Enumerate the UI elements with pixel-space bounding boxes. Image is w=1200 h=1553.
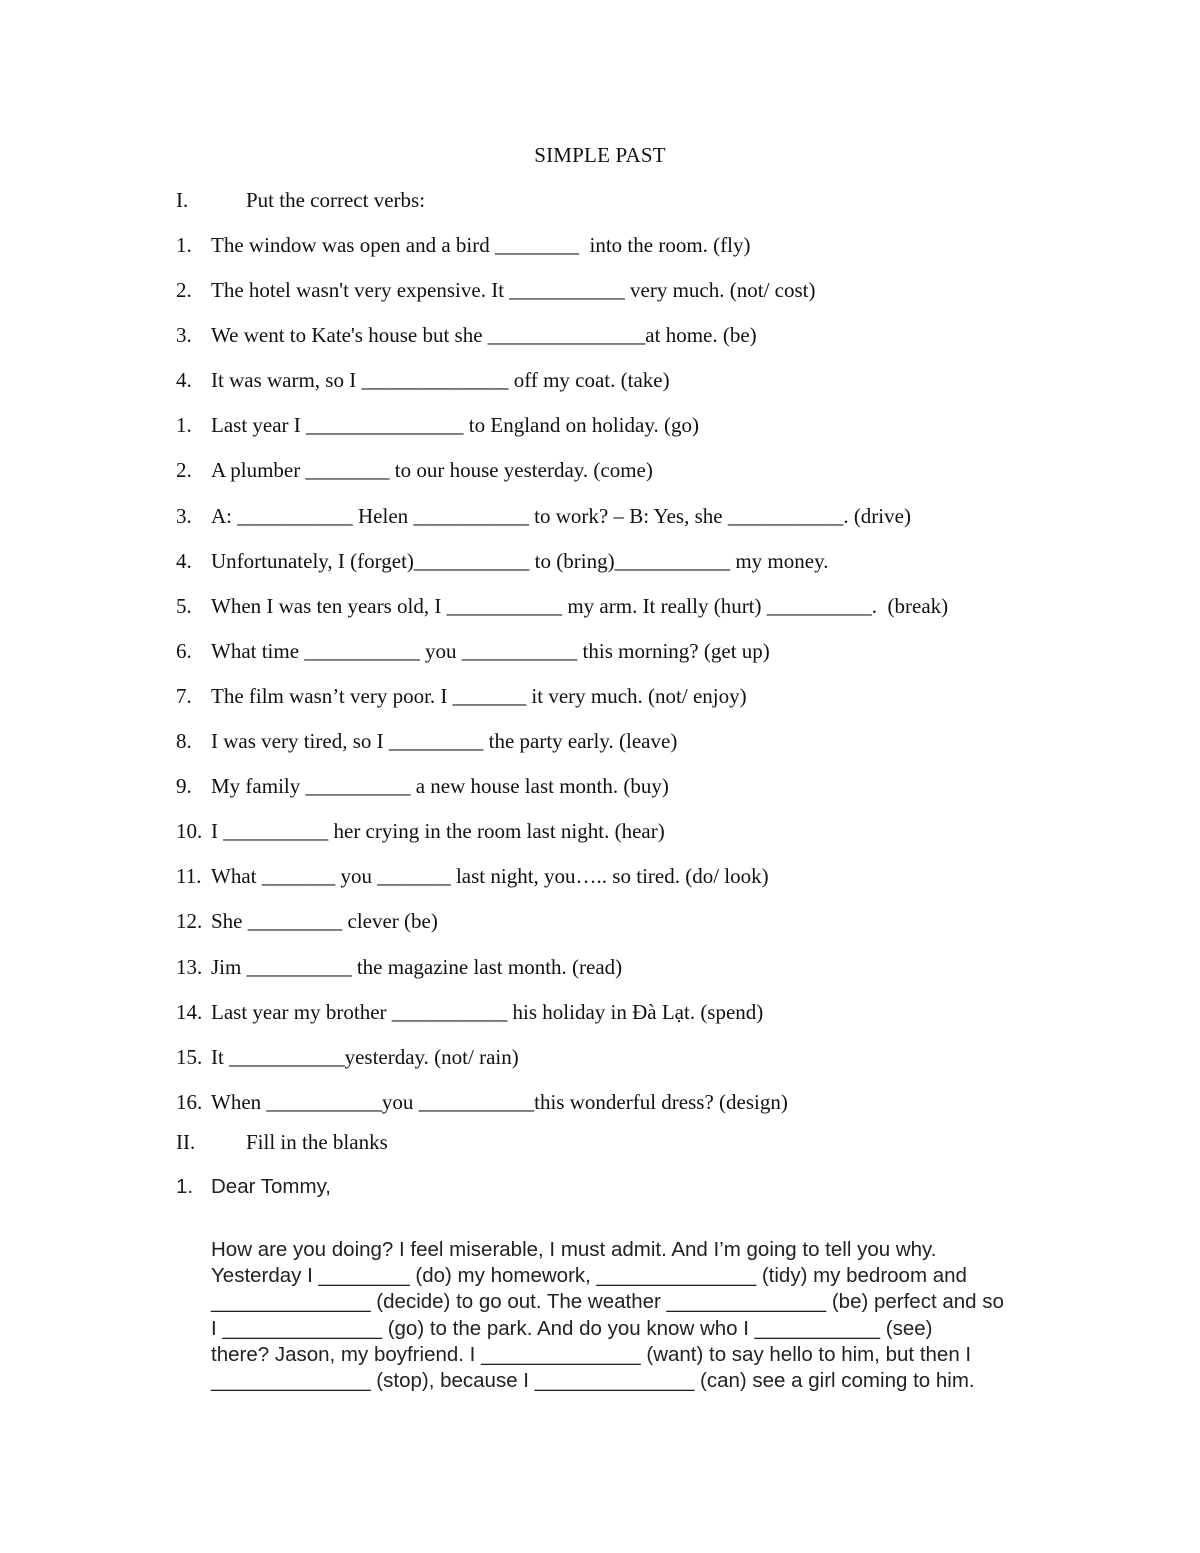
item-text: My family __________ a new house last month. (buy) — [211, 774, 669, 799]
letter-greeting: Dear Tommy, — [211, 1175, 331, 1198]
exercise-item — [176, 278, 948, 323]
item-number: 16. — [176, 1089, 203, 1114]
letter-line: ______________ (decide) to go out. The weather ______________ (be) perfect and so — [211, 1290, 1004, 1314]
letter-line: Yesterday I ________ (do) my homework, ______________ (tidy) my bedroom and — [211, 1264, 967, 1288]
letter-greeting-row — [176, 1175, 1076, 1199]
exercise-item — [176, 458, 948, 503]
item-text: The film wasn’t very poor. I _______ it very much. (not/ enjoy) — [211, 683, 747, 708]
exercise-item — [176, 504, 948, 549]
item-text: When I was ten years old, I ___________ my arm. It really (hurt) __________. (break) — [211, 593, 949, 618]
letter-exercise — [176, 1175, 1076, 1393]
letter-body — [211, 1237, 1071, 1394]
item-text: Last year my brother ___________ his holiday in Đà Lạt. (spend) — [211, 999, 764, 1024]
section-2-title: Fill in the blanks — [246, 1130, 388, 1154]
exercise-item — [176, 323, 948, 368]
item-text: A plumber ________ to our house yesterday. (come) — [211, 458, 653, 483]
exercise-item — [176, 909, 948, 954]
item-text: We went to Kate's house but she _______________at home. (be) — [211, 323, 757, 348]
exercise-item — [176, 233, 948, 278]
item-number: 1. — [176, 233, 192, 257]
section-2-roman: II. — [176, 1130, 196, 1154]
item-number: 13. — [176, 954, 203, 979]
item-text: Unfortunately, I (forget)___________ to (bring)___________ my money. — [211, 548, 829, 573]
letter-line: there? Jason, my boyfriend. I ______________ (want) to say hello to him, but then I — [211, 1342, 972, 1366]
item-number: 8. — [176, 729, 192, 754]
item-text: It was warm, so I ______________ off my coat. (take) — [211, 368, 670, 393]
section-1-roman: I. — [176, 188, 189, 212]
item-number: 15. — [176, 1044, 203, 1069]
page-title: SIMPLE PAST — [534, 143, 666, 167]
exercise-item — [176, 955, 948, 1000]
item-number: 4. — [176, 548, 192, 573]
item-text: The window was open and a bird ________ into the room. (fly) — [211, 233, 751, 257]
exercise-item — [176, 368, 948, 413]
item-text: I was very tired, so I _________ the party early. (leave) — [211, 729, 678, 754]
item-number: 11. — [176, 864, 202, 889]
section-1-heading — [176, 188, 425, 213]
letter-line: I ______________ (go) to the park. And do you know who I ___________ (see) — [211, 1316, 933, 1340]
exercise-item — [176, 549, 948, 594]
exercise-item — [176, 729, 948, 774]
exercise-item — [176, 639, 948, 684]
exercise-item — [176, 1000, 948, 1045]
item-number: 7. — [176, 683, 192, 708]
item-number: 1. — [176, 413, 192, 438]
item-text: The hotel wasn't very expensive. It ___________ very much. (not/ cost) — [211, 278, 816, 303]
exercise-item — [176, 774, 948, 819]
item-text: It ___________yesterday. (not/ rain) — [211, 1044, 519, 1069]
exercise-item — [176, 684, 948, 729]
letter-number: 1. — [176, 1175, 194, 1198]
section-2-heading — [176, 1130, 388, 1155]
item-number: 2. — [176, 458, 192, 483]
exercise-list — [176, 233, 948, 1135]
section-1-title: Put the correct verbs: — [246, 188, 426, 212]
item-text: Jim __________ the magazine last month. (read) — [211, 954, 623, 979]
exercise-item — [176, 594, 948, 639]
item-text: What time ___________ you ___________ this morning? (get up) — [211, 638, 770, 663]
letter-line: How are you doing? I feel miserable, I must admit. And I’m going to tell you why. — [211, 1238, 937, 1261]
exercise-item — [176, 413, 948, 458]
exercise-item — [176, 1090, 948, 1135]
item-text: She _________ clever (be) — [211, 909, 438, 934]
item-text: What _______ you _______ last night, you….. so tired. (do/ look) — [211, 864, 769, 889]
letter-line: ______________ (stop), because I ______________ (can) see a girl coming to him. — [211, 1369, 975, 1393]
item-number: 9. — [176, 774, 192, 799]
item-number: 14. — [176, 999, 203, 1024]
item-number: 3. — [176, 323, 192, 348]
item-number: 4. — [176, 368, 192, 393]
item-text: Last year I _______________ to England on holiday. (go) — [211, 413, 699, 438]
item-number: 2. — [176, 278, 192, 303]
item-text: When ___________you ___________this wonderful dress? (design) — [211, 1089, 788, 1114]
item-text: I __________ her crying in the room last night. (hear) — [211, 819, 665, 844]
exercise-item — [176, 864, 948, 909]
item-text: A: ___________ Helen ___________ to work? – B: Yes, she ___________. (drive) — [211, 503, 911, 528]
exercise-item — [176, 819, 948, 864]
item-number: 3. — [176, 503, 192, 528]
exercise-item — [176, 1045, 948, 1090]
item-number: 5. — [176, 593, 192, 618]
item-number: 6. — [176, 638, 192, 663]
item-number: 12. — [176, 909, 203, 934]
item-number: 10. — [176, 819, 203, 844]
